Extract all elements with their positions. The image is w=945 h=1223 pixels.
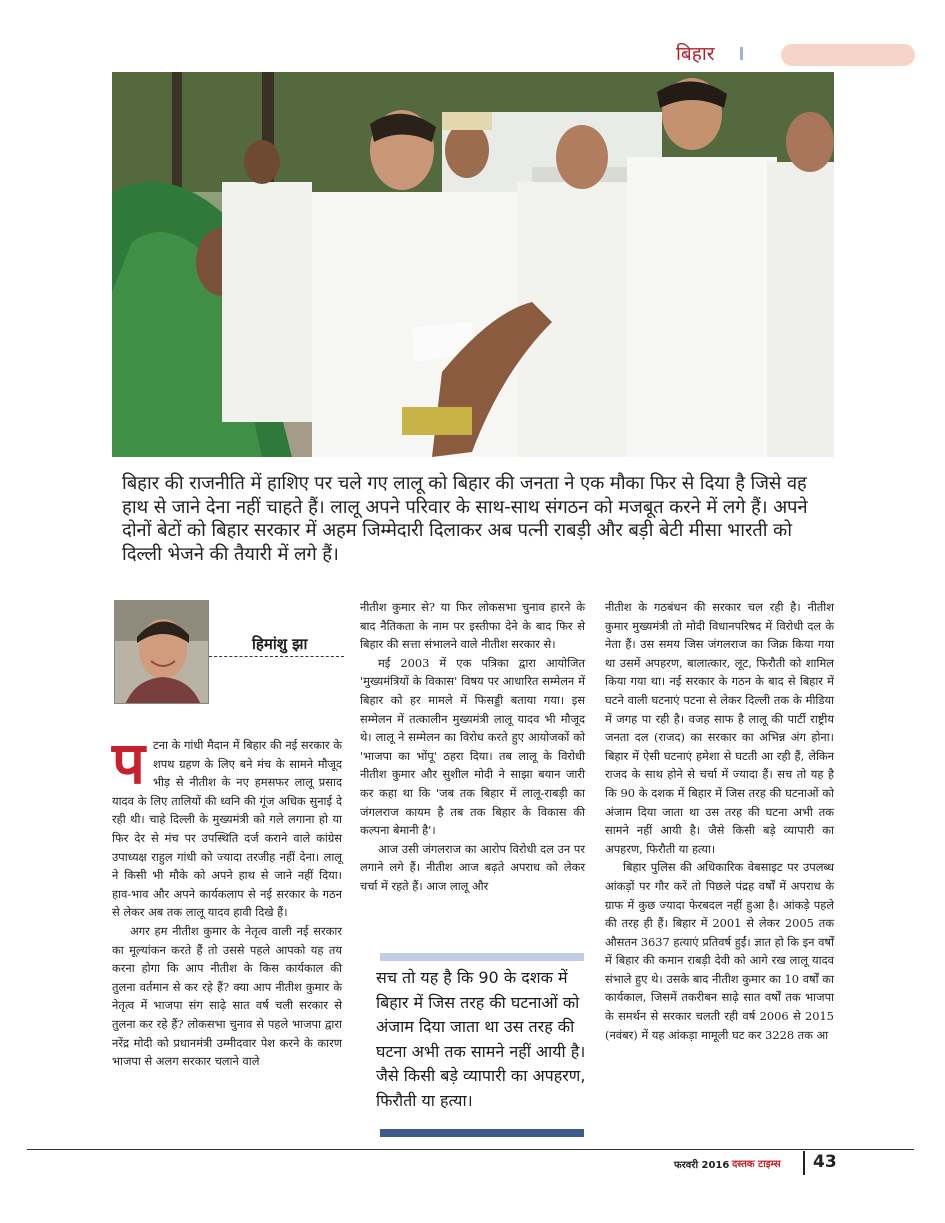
paragraph: टना के गांधी मैदान में बिहार की नई सरकार के शपथ ग्रहण के लिए बने मंच के सामने मौजूद भीड़ से नीतीश के नए हमसफर लालू प्रसाद यादव के लिए तालियों की ध्वनि की गूंज अधिक सुनाई दे रही थी। चाहे दिल्ली के मुख्यमंत्री को गले लगाना हो या फिर देर से मंच पर उपस्थिति दर्ज कराने वाले कांग्रेस उपाध्यक्ष राहुल गांधी को ज्यादा तरजीह नहीं देना। लालू ने किसी भी मौके को अपने हाथ से जाने नहीं दिया। हाव-भाव और अपने कार्यकलाप से नई सरकार के गठन से लेकर अब तक लालू यादव हावी दिखे हैं। <box>112 738 342 920</box>
intro-deck: बिहार की राजनीति में हाशिए पर चले गए लालू को बिहार की जनता ने एक मौका फिर से दिया है जिसे वह हाथ से जाने देना नहीं चाहते हैं। लालू अपने परिवार के साथ-साथ संगठन को मजबूत करने में लगे हैं। अपने दोनों बेटों को बिहार सरकार में अहम जिम्मेदारी दिलाकर अब पत्नी राबड़ी और बड़ी बेटी मीसा भारती को दिल्ली भेजने की तैयारी में लगे हैं। <box>122 473 808 565</box>
pull-quote: सच तो यह है कि 90 के दशक में बिहार में जिस तरह की घटनाओं को अंजाम दिया जाता था उस तरह की घटना अभी तक सामने नहीं आयी है। जैसे किसी बड़े व्यापारी का अपहरण, फिरौती या हत्या। <box>376 968 586 1110</box>
paragraph: नीतीश कुमार से? या फिर लोकसभा चुनाव हारने के बाद नैतिकता के नाम पर इस्तीफा देने के बाद फिर से बिहार की सत्ता संभालने वाले नीतीश सरकार से। <box>360 600 585 652</box>
section-header <box>0 40 945 70</box>
pull-quote-bottom-rule <box>380 1129 584 1137</box>
section-divider <box>740 47 743 60</box>
author-divider <box>209 656 344 657</box>
paragraph: नीतीश के गठबंधन की सरकार चल रही है। नीतीश कुमार मुख्यमंत्री तो मोदी विधानपरिषद में विरोधी दल के नेता हैं। उस समय जिस जंगलराज का जिक्र किया गया था उसमें अपहरण, बालात्कार, लूट, फिरौती को शामिल किया गया था। नई सरकार के गठन के बाद से बिहार में घटने वाली घटनाएं पटना से लेकर दिल्ली तक के मीडिया में जगह पा रही है। वजह साफ है लालू की पार्टी राष्ट्रीय जनता दल (राजद) का सरकार का अभिन्न अंग होना। बिहार में ऐसी घटनाएं हमेशा से घटती आ रही हैं, लेकिन राजद के साथ होने से चर्चा में ज्यादा हैं। सच तो यह है कि 90 के दशक में बिहार में जिस तरह की घटनाओं को अंजाम दिया जाता था उस तरह की घटना अभी तक सामने नहीं आयी है। जैसे किसी बड़े व्यापारी का अपहरण, फिरौती या हत्या। <box>605 600 834 856</box>
article-column-1 <box>112 729 342 1071</box>
pull-quote-top-rule <box>380 953 584 961</box>
footer-separator <box>803 1151 805 1175</box>
article-column-2 <box>360 598 585 896</box>
author-name: हिमांशु झा <box>252 635 308 653</box>
paragraph: आज उसी जंगलराज का आरोप विरोधी दल उन पर लगाने लगे हैं। नीतीश आज बढ़ते अपराध को लेकर चर्चा में रहते हैं। आज लालू और <box>360 841 585 893</box>
article-column-3 <box>605 598 834 1044</box>
paragraph: अगर हम नीतीश कुमार के नेतृत्व वाली नई सरकार का मूल्यांकन करते हैं तो उससे पहले आपको यह तय करना होगा कि आप नीतीश के किस कार्यकाल की तुलना वर्तमान से कर रहे हैं? क्या आप नीतीश कुमार के नेतृत्व में भाजपा संग साढ़े सात वर्ष चली सरकार से तुलना कर रहे हैं? लोकसभा चुनाव से पहले भाजपा द्वारा नरेंद्र मोदी को प्रधानमंत्री उम्मीदवार पेश करने के कारण भाजपा से अलग सरकार चलाने वाले <box>112 923 342 1069</box>
page-number: 43 <box>813 1152 837 1172</box>
paragraph: मई 2003 में एक पत्रिका द्वारा आयोजित 'मुख्यमंत्रियों के विकास' विषय पर आधारित सम्मेलन में बिहार को हर मामले में फिसड्डी बताया गया। इस सम्मेलन में तत्कालीन मुख्यमंत्री लालू यादव भी मौजूद थे। लालू ने सम्मेलन का विरोध करते हुए आयोजकों को 'भाजपा का भोंपू' ठहरा दिया। तब लालू के विरोधी नीतीश कुमार और सुशील मोदी ने साझा बयान जारी कर कहा था कि 'जब तक बिहार में लालू-राबड़ी का जंगलराज कायम है तब तक बिहार के विकास की कल्पना बेमानी है'। <box>360 655 585 838</box>
author-photo <box>114 600 209 704</box>
section-name: बिहार <box>676 43 715 65</box>
issue-date: फरवरी 2016 <box>674 1160 730 1171</box>
drop-cap: प <box>112 729 145 797</box>
section-decoration <box>781 44 915 66</box>
footer-divider <box>27 1149 914 1150</box>
lead-photo <box>112 72 834 457</box>
magazine-logo: दस्तक टाइम्स <box>732 1159 781 1170</box>
paragraph: बिहार पुलिस की अधिकारिक वेबसाइट पर उपलब्ध आंकड़ों पर गौर करें तो पिछले पंद्रह वर्षों में अपराध के ग्राफ में कुछ ज्यादा फेरबदल नहीं हुआ है। आंकड़े पहले की तरह ही हैं। बिहार में 2001 से लेकर 2005 तक औसतन 3637 हत्याएं प्रतिवर्ष हुईं। ज्ञात हो कि इन वर्षों में बिहार की कमान राबड़ी देवी को आगे रख लालू यादव संभाले हुए थे। उसके बाद नीतीश कुमार का 10 वर्षों का कार्यकाल, जिसमें तकरीबन साढ़े सात वर्षों तक भाजपा के समर्थन से सरकार चलती रही वर्ष 2006 से 2015 (नवंबर) में यह आंकड़ा मामूली घट कर 3228 तक आ <box>605 860 834 1042</box>
